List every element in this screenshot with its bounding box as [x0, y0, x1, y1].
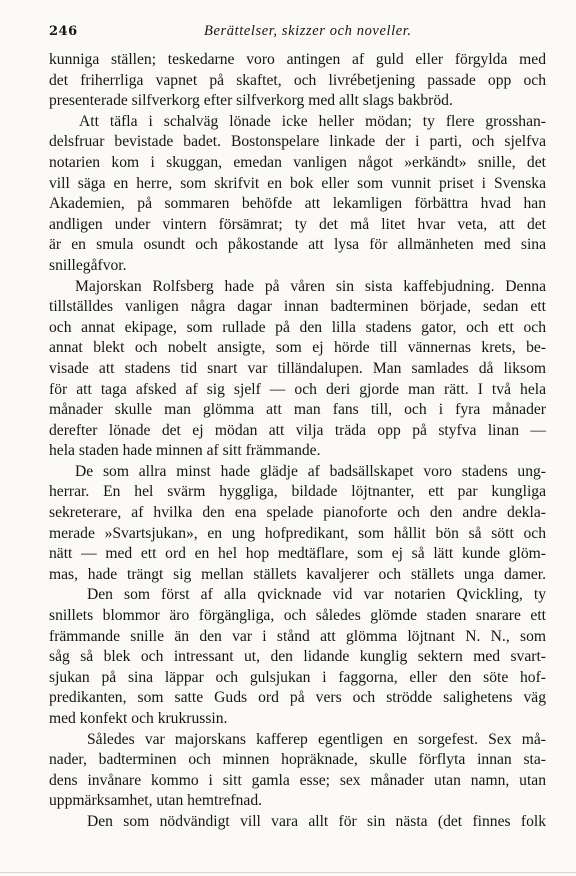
page-number: 246 [49, 24, 78, 39]
text-line: De som allra minst hade glädje af badsällskapet voro stadens ung- [75, 462, 546, 480]
text-line: uppmärksamhet, utan hemtrefnad. [49, 792, 263, 810]
text-line: främmande snille än den var i stånd att glömma löjtnant N. N., som [49, 627, 546, 645]
text-line: hela staden hade minnen af sitt främmande. [49, 442, 321, 460]
text-line: Således var majorskans kafferep egentligen en sorgefest. Sex må- [87, 730, 546, 748]
text-line: kunniga ställen; teskedarne voro antingen af guld eller förgylda med [49, 51, 546, 68]
text-line: Den som först af alla qvicknade vid var notarien Qvickling, ty [87, 586, 546, 604]
text-line: nader, badterminen och minnen hopräknade, skulle förflyta innan sta- [49, 751, 546, 769]
text-line: notarien kom i skuggan, emedan vanligen något »erkändt» snille, det [49, 153, 546, 171]
text-line: tillställdes vanligen några dagar innan badterminen började, sedan ett [49, 298, 546, 316]
text-line: delsfruar bevistade badet. Bostonspelare linkade der i parti, och sjelfva [49, 133, 546, 151]
text-line: presenterade silfverkorg efter silfverkorg med allt slags bakbröd. [49, 92, 453, 110]
text-line: snillets blommor äro förgängliga, och således glömde staden snarare ett [49, 607, 546, 625]
text-line: såg så blek och intressant ut, den lidande kunglig sektern med svart- [49, 648, 546, 666]
text-line: vill säga en herre, som skrifvit en bok eller som vunnit priset i Svenska [49, 174, 546, 192]
text-line: Den som nödvändigt vill vara allt för sin nästa (det finnes folk [87, 812, 546, 830]
text-line: det friherrliga vapnet på skaftet, och livrébetjening passade opp och [49, 71, 546, 89]
page-bottom-edge [0, 872, 576, 873]
text-line: Att täfla i schalväg lönade icke heller mödan; ty flere grosshan- [79, 112, 546, 130]
text-line: med konfekt och krukrussin. [49, 710, 228, 727]
body-text [49, 50, 546, 833]
text-line: merade »Svartsjukan», en ung hofpredikant, som hållit bön så sött och [49, 524, 546, 542]
text-line: mas, hade trängt sig mellan ställets kavaljerer och ställets unga damer. [49, 565, 546, 583]
text-line: annat blekt och nobelt ansigte, som ej hörde till vännernas krets, be- [49, 339, 546, 357]
text-line: för att taga afsked af sig sjelf — och deri gjorde man rätt. I två hela [49, 380, 546, 398]
text-line: Majorskan Rolfsberg hade på våren sin sista kaffebjudning. Denna [75, 277, 546, 295]
text-line: sjukan på sina läppar och gulsjukan i faggorna, eller den söte hof- [49, 668, 546, 686]
text-line: nätt — med ett ord en hel hop medtäflare, som ej så lätt kunde glöm- [49, 545, 546, 563]
text-line: sekreterare, af hvilka den ena spelade pianoforte och den andre dekla- [49, 504, 546, 522]
text-line: predikanten, som satte Guds ord på vers och strödde salighetens väg [49, 689, 546, 707]
text-line: derefter lönade det ej mödan att vilja träda opp på styfva linan — [49, 421, 546, 439]
page-header [49, 20, 545, 42]
running-title: Berättelser, skizzer och noveller. [204, 23, 412, 39]
text-line: dens invånare kommo i sitt gamla esse; sex månader utan namn, utan [49, 771, 546, 789]
text-line: är en smula osundt och påkostande att lysa för allmänheten med sina [49, 236, 546, 254]
text-line: månader skulle man glömma att man fans till, och i fyra månader [49, 401, 546, 419]
text-line: Akademien, på sommaren behöfde att lekamligen förbättra hvad han [49, 195, 546, 213]
text-line: herrar. En hel svärm hyggliga, bildade löjtnanter, ett par kungliga [49, 483, 546, 501]
text-line: och annat ekipage, som rullade på den lilla stadens gator, och ett och [49, 318, 546, 336]
text-line: visade att stadens tid snart var tilländalupen. Man samlades då liksom [49, 359, 546, 377]
text-line: andligen under vintern försämrat; ty det må litet hvar veta, att det [49, 215, 546, 233]
text-line: snillegåfvor. [49, 256, 127, 274]
